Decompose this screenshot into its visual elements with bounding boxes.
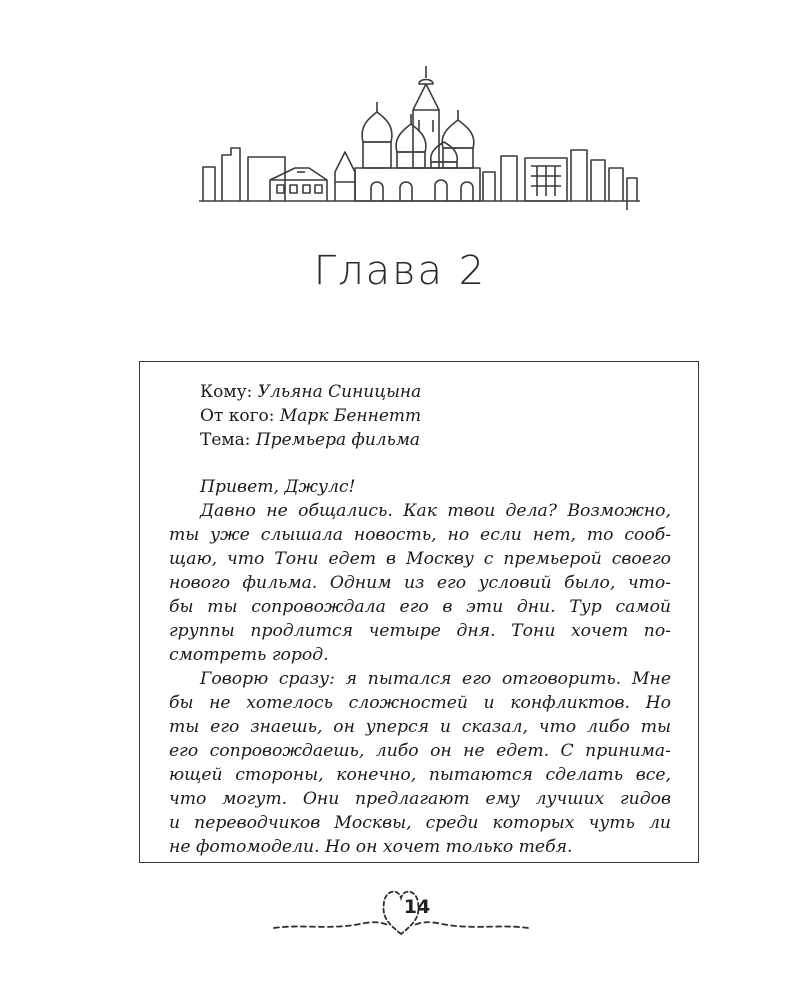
letter-line: нового фильма. Одним из его условий было, что- — [169, 573, 671, 593]
letter-line: смотреть город. — [169, 645, 329, 665]
page-number: 14 — [403, 896, 431, 918]
letter-line: Давно не общались. Как твои дела? Возможно, — [200, 501, 671, 521]
email-subject-label: Тема: — [200, 430, 251, 450]
letter-line: что могут. Они предлагают ему лучших гидов — [169, 789, 671, 809]
letter-line: ющей стороны, конечно, пытаются сделать все, — [169, 765, 671, 785]
letter-line: не фотомодели. Но он хочет только тебя. — [169, 837, 573, 857]
email-subject-value: Премьера фильма — [255, 430, 421, 450]
letter-line: его сопровождаешь, либо он не едет. С принима- — [169, 741, 671, 761]
letter-greeting: Привет, Джулс! — [200, 477, 356, 497]
letter-line: бы ты сопровождала его в эти дни. Тур самой — [169, 597, 671, 617]
letter-line: ты уже слышала новость, но если нет, то сооб- — [169, 525, 671, 545]
letter-line: ты его знаешь, он уперся и сказал, что либо ты — [169, 717, 671, 737]
letter-line: щаю, что Тони едет в Москву с премьерой своего — [169, 549, 671, 569]
email-from-line — [200, 404, 421, 428]
chapter-title: Глава 2 — [313, 248, 487, 294]
letter-line: и переводчиков Москвы, среди которых чуть ли — [169, 813, 671, 833]
email-to-label: Кому: — [200, 382, 253, 402]
moscow-skyline-icon — [195, 60, 645, 215]
letter-line: Говорю сразу: я пытался его отговорить. Мне — [200, 669, 671, 689]
email-subject-line — [200, 428, 420, 452]
email-to-value: Ульяна Синицына — [257, 382, 422, 402]
email-from-label: От кого: — [200, 406, 275, 426]
email-to-line — [200, 380, 421, 404]
letter-line: группы продлится четыре дня. Тони хочет по- — [169, 621, 671, 641]
email-from-value: Марк Беннетт — [279, 406, 422, 426]
letter-line: бы не хотелось сложностей и конфликтов. Но — [169, 693, 671, 713]
